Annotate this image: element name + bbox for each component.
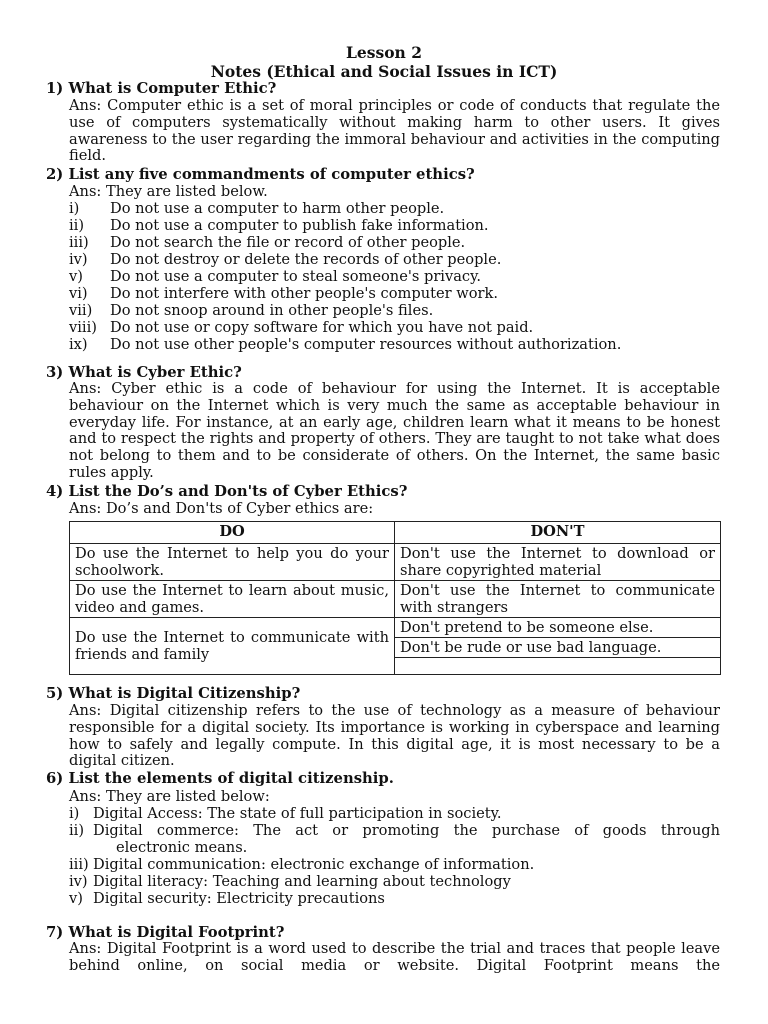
list-item: iv) Do not destroy or delete the records of other people. bbox=[69, 251, 502, 268]
question-5: 5) What is Digital Citizenship? bbox=[46, 685, 301, 702]
question-2: 2) List any five commandments of computer ethics? bbox=[46, 166, 475, 183]
dont-cell: Don't pretend to be someone else. bbox=[395, 618, 721, 638]
dont-cell-empty bbox=[395, 658, 721, 675]
list-item: v) Do not use a computer to steal someone's privacy. bbox=[69, 268, 482, 285]
question-6: 6) List the elements of digital citizenship. bbox=[46, 770, 394, 787]
question-3: 3) What is Cyber Ethic? bbox=[46, 364, 242, 381]
answer-2-intro: Ans: They are listed below. bbox=[69, 183, 268, 200]
answer-4-intro: Ans: Do’s and Don'ts of Cyber ethics are: bbox=[69, 500, 374, 517]
answer-3: Ans: Cyber ethic is a code of behaviour for using the Internet. It is acceptable behaviour on the Internet which is very much the same as acceptable behaviour in everyday life. For instance, at an early age, children learn what it means to be honest and to respect the rights and property of others. They are taught to not take what does not belong to them and to be considerate of others. On the Internet, the same basic rules apply. bbox=[69, 380, 720, 481]
answer-1: Ans: Computer ethic is a set of moral principles or code of conducts that regulate the use of computers systematically without making harm to other users. It gives awareness to the user regarding the immoral behaviour and activities in the computing field. bbox=[69, 97, 720, 165]
notes-title: Notes (Ethical and Social Issues in ICT) bbox=[210, 62, 558, 81]
dont-cell: Don't be rude or use bad language. bbox=[395, 638, 721, 658]
list-item: viii) Do not use or copy software for which you have not paid. bbox=[69, 319, 534, 336]
list-item: iv) Digital literacy: Teaching and learning about technology bbox=[69, 873, 511, 890]
list-item: iii) Do not search the file or record of other people. bbox=[69, 234, 466, 251]
dont-cell: Don't use the Internet to communicate with strangers bbox=[395, 581, 721, 618]
table-header-do: DO bbox=[70, 522, 395, 544]
answer-5: Ans: Digital citizenship refers to the use of technology as a measure of behaviour responsible for a digital society. Its importance is working in cyberspace and learning how to safely and legally compute. In this digital age, it is most necessary to be a digital citizen. bbox=[69, 702, 720, 770]
question-1: 1) What is Computer Ethic? bbox=[46, 80, 277, 97]
list-item-continued: electronic means. bbox=[116, 839, 248, 856]
list-item: i) Do not use a computer to harm other people. bbox=[69, 200, 445, 217]
list-item: i) Digital Access: The state of full participation in society. bbox=[69, 805, 502, 822]
question-4: 4) List the Do’s and Don'ts of Cyber Ethics? bbox=[46, 483, 408, 500]
list-item: ii) Do not use a computer to publish fake information. bbox=[69, 217, 489, 234]
question-7: 7) What is Digital Footprint? bbox=[46, 924, 285, 941]
do-cell: Do use the Internet to help you do your schoolwork. bbox=[70, 544, 395, 581]
lesson-title: Lesson 2 bbox=[345, 43, 422, 62]
dos-donts-table bbox=[69, 521, 721, 675]
list-item: vi) Do not interfere with other people's computer work. bbox=[69, 285, 498, 302]
list-item: v) Digital security: Electricity precautions bbox=[69, 890, 385, 907]
list-item: iii) Digital communication: electronic exchange of information. bbox=[69, 856, 535, 873]
list-item: ix) Do not use other people's computer resources without authorization. bbox=[69, 336, 622, 353]
do-cell: Do use the Internet to communicate with friends and family bbox=[70, 618, 395, 675]
do-cell: Do use the Internet to learn about music, video and games. bbox=[70, 581, 395, 618]
list-item: vii) Do not snoop around in other people's files. bbox=[69, 302, 434, 319]
table-header-dont: DON'T bbox=[395, 522, 721, 544]
answer-7: Ans: Digital Footprint is a word used to describe the trial and traces that people leave behind online, on social media or website. Digital Footprint means the bbox=[69, 940, 720, 974]
answer-6-intro: Ans: They are listed below: bbox=[69, 788, 270, 805]
dont-cell: Don't use the Internet to download or share copyrighted material bbox=[395, 544, 721, 581]
list-item: ii) Digital commerce: The act or promoting the purchase of goods through bbox=[69, 822, 720, 839]
